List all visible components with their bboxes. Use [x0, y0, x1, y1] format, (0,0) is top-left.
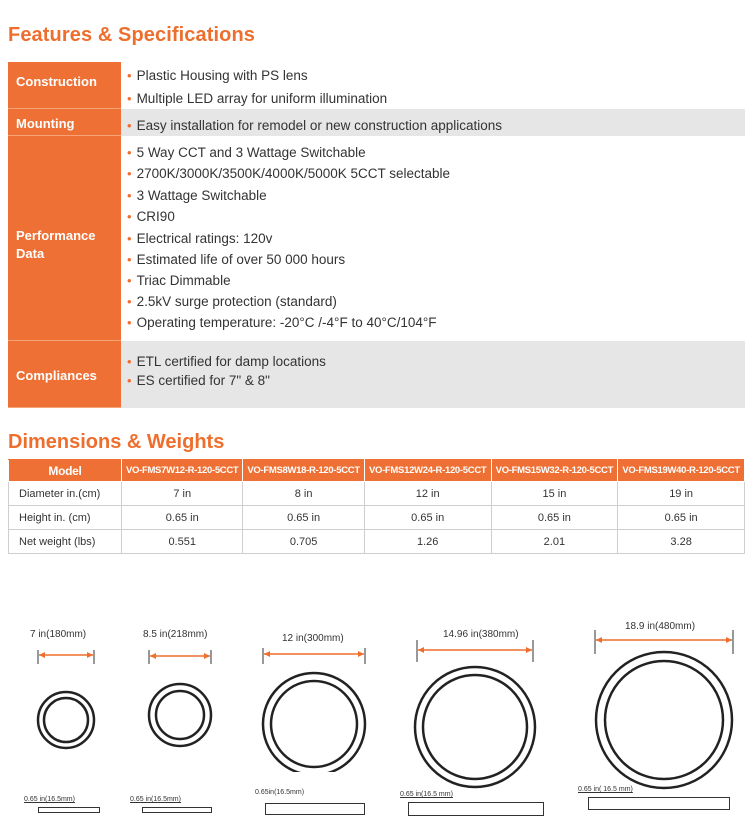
feature-row-mounting — [8, 109, 745, 136]
feature-item: • ES certified for 7" & 8" — [127, 373, 270, 388]
feature-item: • 2700K/3000K/3500K/4000K/5000K 5CCT selectable — [127, 166, 450, 181]
fixture-side-profile — [408, 802, 544, 816]
table-header-row — [9, 460, 745, 482]
table-cell: 7 in — [122, 482, 243, 506]
diameter-label: 7 in(180mm) — [30, 629, 87, 640]
fixture-side-profile — [265, 803, 365, 815]
diameter-label: 12 in(300mm) — [282, 633, 344, 644]
table-cell: 0.65 in — [618, 506, 745, 530]
feature-item: • Operating temperature: -20°C /-4°F to 40°C/104°F — [127, 315, 437, 330]
feature-label: Compliances — [8, 341, 121, 408]
diameter-label: 14.96 in(380mm) — [443, 629, 519, 640]
table-cell: 12 in — [364, 482, 491, 506]
table-header: VO-FMS8W18-R-120-5CCT — [243, 460, 364, 482]
table-cell: 0.65 in — [122, 506, 243, 530]
table-header: VO-FMS19W40-R-120-5CCT — [618, 460, 745, 482]
dimensions-table — [8, 459, 745, 554]
fixture-side-profile — [142, 807, 212, 813]
dimensions-title: Dimensions & Weights — [8, 431, 225, 453]
fixture-diagram-12in — [255, 642, 375, 772]
feature-item: • CRI90 — [127, 209, 175, 224]
table-header: VO-FMS15W32-R-120-5CCT — [491, 460, 618, 482]
table-header: VO-FMS12W24-R-120-5CCT — [364, 460, 491, 482]
table-cell: 2.01 — [491, 530, 618, 554]
table-cell: 3.28 — [618, 530, 745, 554]
height-label: 0.65 in(16.5mm) — [24, 796, 75, 803]
table-cell: Diameter in.(cm) — [9, 482, 122, 506]
feature-item: • Estimated life of over 50 000 hours — [127, 252, 345, 267]
feature-item: • 3 Wattage Switchable — [127, 188, 267, 203]
feature-item: • Plastic Housing with PS lens — [127, 68, 308, 83]
table-row — [9, 506, 745, 530]
feature-label-line: Performance Data — [16, 228, 96, 261]
diameter-label: 8.5 in(218mm) — [143, 629, 208, 640]
table-row — [9, 482, 745, 506]
feature-item: • Easy installation for remodel or new construction applications — [127, 118, 502, 133]
table-header: Model — [9, 460, 122, 482]
table-cell: 1.26 — [364, 530, 491, 554]
feature-row-construction — [8, 62, 745, 109]
table-row — [9, 530, 745, 554]
height-label: 0.65 in( 16.5 mm) — [578, 786, 633, 793]
diameter-label: 18.9 in(480mm) — [625, 621, 696, 632]
feature-item: • Multiple LED array for uniform illumination — [127, 91, 387, 106]
feature-label: Construction — [8, 62, 121, 109]
feature-label: Mounting — [8, 109, 121, 136]
table-cell: 15 in — [491, 482, 618, 506]
table-cell: 0.65 in — [364, 506, 491, 530]
feature-label — [8, 136, 121, 341]
fixture-side-profile — [588, 797, 730, 810]
table-cell: 8 in — [243, 482, 364, 506]
feature-item: • ETL certified for damp locations — [127, 354, 326, 369]
feature-item: • 5 Way CCT and 3 Wattage Switchable — [127, 145, 366, 160]
feature-row-compliances — [8, 341, 745, 408]
height-label: 0.65 in(16.5 mm) — [400, 791, 453, 798]
table-cell: 0.551 — [122, 530, 243, 554]
fixture-diagram-8in — [135, 642, 225, 762]
table-cell: 0.705 — [243, 530, 364, 554]
fixture-diagram-19in — [585, 620, 745, 790]
feature-item: • Electrical ratings: 120v — [127, 231, 272, 246]
features-table — [8, 62, 745, 408]
feature-item: • 2.5kV surge protection (standard) — [127, 294, 337, 309]
fixture-side-profile — [38, 807, 100, 813]
fixture-diagram-15in — [405, 632, 545, 792]
height-label: 0.65in(16.5mm) — [255, 789, 305, 796]
feature-row-performance — [8, 136, 745, 341]
feature-item: • Triac Dimmable — [127, 273, 231, 288]
table-cell: 19 in — [618, 482, 745, 506]
features-title: Features & Specifications — [8, 24, 256, 46]
height-label: 0.65 in(16.5mm) — [130, 796, 181, 803]
fixture-diagram-7in — [28, 642, 108, 762]
table-header: VO-FMS7W12-R-120-5CCT — [122, 460, 243, 482]
table-cell: Height in. (cm) — [9, 506, 122, 530]
table-cell: Net weight (lbs) — [9, 530, 122, 554]
table-cell: 0.65 in — [491, 506, 618, 530]
table-cell: 0.65 in — [243, 506, 364, 530]
